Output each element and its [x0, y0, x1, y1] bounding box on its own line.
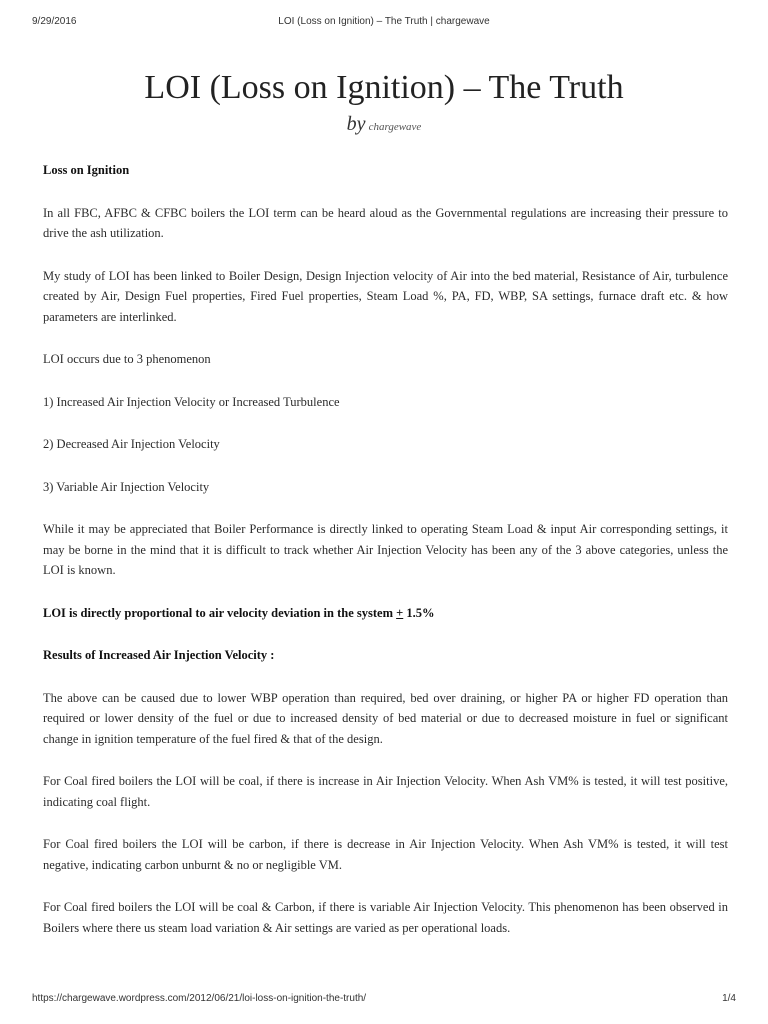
print-page-title: LOI (Loss on Ignition) – The Truth | chargewave: [278, 16, 490, 27]
byline: [0, 111, 768, 140]
paragraph-performance: While it may be appreciated that Boiler Performance is directly linked to operating Steam Load & input Air corresponding settings, it may be borne in the mind that it is difficult to track whether Air Injection Velocity has been any of the 3 above categories, unless the LOI is known.: [43, 522, 728, 577]
byline-prefix: by: [346, 113, 366, 135]
statement-loi-proportional: [43, 603, 728, 624]
section-heading-loss-on-ignition: Loss on Ignition: [43, 163, 130, 177]
plus-minus-sign: +: [396, 605, 404, 620]
paragraph-coal-loi: For Coal fired boilers the LOI will be coal, if there is increase in Air Injection Velocity. When Ash VM% is tested, it will test positive, indicating coal flight.: [43, 774, 728, 809]
print-header: [32, 16, 736, 30]
list-item-increased-velocity: 1) Increased Air Injection Velocity or Increased Turbulence: [43, 394, 340, 409]
statement-value: 1.5%: [403, 605, 435, 620]
statement-text: LOI is directly proportional to air velocity deviation in the system: [43, 605, 397, 620]
paragraph-causes: The above can be caused due to lower WBP operation than required, bed over draining, or higher PA or higher FD operation than required or lower density of the fuel or due to increased density of bed material or due to decreased moisture in fuel or significant change in ignition temperature of the fuel fired & that of the design.: [43, 690, 728, 746]
section-heading-results: Results of Increased Air Injection Velocity :: [43, 648, 275, 662]
paragraph-study: My study of LOI has been linked to Boiler Design, Design Injection velocity of Air into the bed material, Resistance of Air, turbulence created by Air, Design Fuel properties, Fired Fuel properties, Steam Load %, PA, FD, WBP, SA settings, furnace draft etc. & how parameters are interlinked.: [43, 268, 728, 324]
page-url: https://chargewave.wordpress.com/2012/06/21/loi-loss-on-ignition-the-truth/: [32, 993, 367, 1004]
list-item-decreased-velocity: 2) Decreased Air Injection Velocity: [43, 437, 220, 451]
paragraph-phenomenon: LOI occurs due to 3 phenomenon: [43, 352, 211, 366]
page-number: 1/4: [722, 993, 736, 1004]
author-link[interactable]: chargewave: [368, 121, 422, 133]
print-footer: [32, 993, 736, 1007]
paragraph-intro: In all FBC, AFBC & CFBC boilers the LOI term can be heard aloud as the Governmental regulations are increasing their pressure to drive the ash utilization.: [43, 205, 728, 240]
post-content: [43, 160, 728, 960]
paragraph-coal-carbon-loi: For Coal fired boilers the LOI will be coal & Carbon, if there is variable Air Injection Velocity. This phenomenon has been observed in Boilers where there us steam load variation & Air settings are varied as per operational loads.: [43, 900, 728, 935]
list-item-variable-velocity: 3) Variable Air Injection Velocity: [43, 479, 210, 494]
post-title: LOI (Loss on Ignition) – The Truth: [144, 69, 624, 106]
print-date: 9/29/2016: [32, 16, 77, 27]
paragraph-carbon-loi: For Coal fired boilers the LOI will be carbon, if there is decrease in Air Injection Velocity. When Ash VM% is tested, it will test negative, indicating carbon unburnt & no or negligible VM.: [43, 837, 728, 872]
